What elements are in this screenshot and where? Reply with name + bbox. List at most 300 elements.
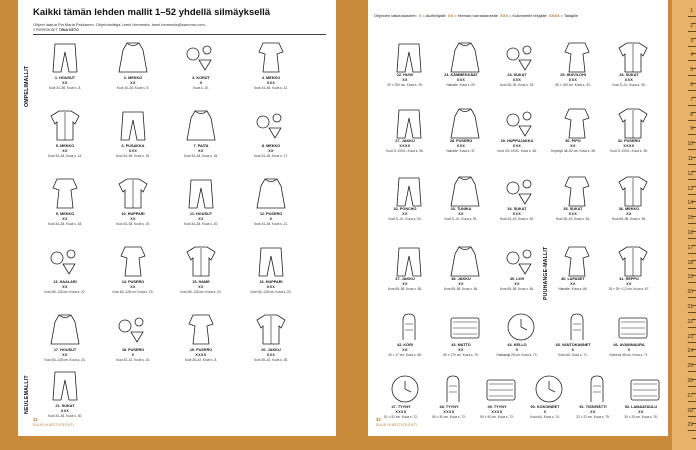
pattern-sizes: 20 × 200 cm. Kuva s. 29. (387, 83, 423, 87)
garment-sketch-icon (441, 106, 489, 140)
difficulty-level: X (571, 348, 575, 352)
pattern-item[interactable] (171, 108, 231, 172)
difficulty-level: XX (402, 348, 408, 352)
pattern-title: 17. HOUSUT (53, 348, 77, 352)
section-label-knitting: NEULEMALLIT (24, 375, 30, 414)
ruler-number: 22 (687, 318, 693, 325)
difficulty-level: XX (62, 81, 68, 85)
pattern-sizes: 30 × 25 cm. Kuva s. 76. (624, 415, 658, 419)
credit-prefix: // PIIRROKSET (33, 28, 58, 32)
pattern-title: 46. AVAINNAURA (613, 343, 645, 347)
pattern-sizes: Koot 34–54. Kuva s. 14. (47, 154, 83, 158)
pattern-title: 36. MEKKO (618, 207, 640, 211)
pattern-sizes: Koot 68–98. Kuva s. 65. (499, 287, 535, 291)
pattern-sizes: Korkeus 45 cm. Kuva s. 71. (609, 353, 649, 357)
pattern-item[interactable] (518, 372, 572, 426)
pattern-title: 34. SUKAT (507, 207, 527, 211)
garment-sketch-icon (553, 106, 601, 140)
pattern-sizes: Koot 34–54. Kuva s. 16. (183, 154, 219, 158)
pattern-title: 41. REPPU (619, 277, 639, 281)
pattern-item[interactable] (434, 106, 488, 160)
garment-sketch-icon (247, 244, 295, 278)
pattern-title: 42. KORI (397, 343, 413, 347)
garment-sketch-icon (41, 108, 89, 142)
pattern-title: 22. HUIVI (396, 73, 414, 77)
pattern-sizes: Koot S–XXXL. Kuva s. 36. (386, 149, 424, 153)
ruler-tick (688, 46, 696, 47)
difficulty-level: XX (268, 149, 274, 153)
pattern-item[interactable] (241, 244, 301, 308)
pattern-title: 2. MEKKO (123, 76, 143, 80)
garment-sketch-icon (109, 312, 157, 346)
pattern-title: 1. HOUSUT (54, 76, 76, 80)
difficulty-level: XXX (128, 149, 138, 153)
pattern-item[interactable] (434, 40, 488, 94)
title-divider (33, 34, 326, 35)
pattern-sizes: Koot 34–54. Kuva s. 18. (47, 222, 83, 226)
pattern-title: 44. KELLO (507, 343, 527, 347)
difficulty-level: XX (514, 282, 520, 286)
ruler-number: 11 (687, 156, 693, 162)
section-label-sewing: OMPELIMALLIT (24, 65, 30, 107)
difficulty-level: XX (62, 285, 68, 289)
ruler-number: 8 (690, 111, 693, 118)
pattern-item[interactable] (103, 108, 163, 172)
ruler-tick (688, 282, 696, 283)
pattern-title: 47. TYYNY (391, 405, 411, 409)
pattern-sizes: Koko A5. Kuva s. 71. (558, 353, 588, 357)
ruler-number: 25 (687, 363, 693, 370)
difficulty-level: XX (458, 212, 464, 216)
pattern-sizes: 69 × 170 cm. Kuva s. 70. (443, 353, 479, 357)
ruler-tick (688, 75, 696, 76)
pattern-item[interactable] (602, 106, 656, 160)
pattern-title: 49. TYYNY (487, 405, 507, 409)
pattern-item[interactable] (602, 174, 656, 228)
pattern-sizes: Koot S–XL. Kuva s. 35. (612, 83, 646, 87)
pattern-item[interactable] (378, 106, 432, 160)
ruler-number: 23 (687, 333, 693, 340)
pattern-title: 29. HUPPUJAKKU (500, 139, 534, 143)
pattern-title: 3. KORUT (192, 76, 210, 80)
ruler-number: 10 (687, 141, 693, 148)
pattern-item[interactable] (434, 174, 488, 228)
ruler-tick (688, 16, 696, 17)
ruler-number: 21 (687, 304, 693, 310)
ruler-number: 15 (687, 215, 693, 222)
difficulty-level: XXX (266, 353, 276, 357)
ruler-tick (688, 134, 696, 135)
difficulty-level: XXX (512, 144, 522, 148)
pattern-title: 15. HAME (192, 280, 210, 284)
pattern-item[interactable] (566, 372, 620, 426)
garment-sketch-icon (177, 108, 225, 142)
ruler-tick (688, 416, 696, 417)
garment-sketch-icon (247, 176, 295, 210)
difficulty-level: XX (402, 282, 408, 286)
pattern-sizes: Koot 30–42. Kuva s. 24. (115, 358, 151, 362)
page-number: 32 (33, 417, 38, 422)
garment-sketch-icon (553, 244, 601, 278)
pattern-item[interactable] (546, 244, 600, 298)
pattern-item[interactable] (546, 310, 600, 364)
pattern-item[interactable] (378, 174, 432, 228)
ruler-number: 13 (687, 185, 693, 192)
ruler-number: 26 (687, 378, 693, 384)
pattern-sizes: 22 × 22 cm. Kuva s. 75. (576, 415, 610, 419)
pattern-title: 13. HAALARI (53, 280, 77, 284)
garment-sketch-icon (41, 312, 89, 346)
garment-sketch-icon (497, 310, 545, 344)
garment-sketch-icon (177, 176, 225, 210)
pattern-title: 7. PAITA (193, 144, 209, 148)
difficulty-level: XX (130, 217, 136, 221)
pattern-item[interactable] (602, 310, 656, 364)
pattern-sizes: Koot 34–54. Kuva s. 21. (253, 222, 289, 226)
ruler-number: 4 (690, 52, 693, 59)
ruler-tick (688, 238, 696, 239)
ruler-tick (688, 164, 696, 165)
pattern-sizes: Ympärys 48–52 cm. Kuva s. 38. (550, 149, 596, 153)
garment-sketch-icon (385, 310, 433, 344)
ruler-tick (688, 208, 696, 209)
pattern-title: 26. SUKAT (619, 73, 639, 77)
ruler-tick (688, 105, 696, 106)
pattern-title: 9. MEKKO (55, 212, 75, 216)
garment-sketch-icon (609, 310, 657, 344)
difficulty-level: XX (198, 217, 204, 221)
ruler-tick (688, 120, 696, 121)
difficulty-level: XX (570, 282, 576, 286)
garment-sketch-icon (109, 176, 157, 210)
garment-sketch-icon (385, 244, 433, 278)
pattern-sizes: Koot 80–128 cm. Kuva s. 23. (112, 290, 154, 294)
difficulty-level: XX (130, 81, 136, 85)
measuring-ruler (672, 0, 696, 450)
difficulty-level: XX (402, 212, 408, 216)
pattern-sizes: Naiselle. Kuva s. 66. (558, 287, 588, 291)
pattern-sizes: Halkaisija 28 cm. Kuva s. 70. (496, 353, 538, 357)
pattern-item[interactable] (378, 310, 432, 364)
pattern-item[interactable] (470, 372, 524, 426)
ruler-number: 19 (687, 274, 693, 281)
pattern-item[interactable] (35, 108, 95, 172)
pattern-title: 30. PIPO (565, 139, 581, 143)
pattern-item[interactable] (35, 176, 95, 240)
pattern-item[interactable] (546, 106, 600, 160)
garment-sketch-icon (385, 40, 433, 74)
garment-sketch-icon (553, 310, 601, 344)
difficulty-level: XXX (512, 78, 522, 82)
legend-text-1: = Aloittelijalle (422, 13, 446, 18)
pattern-title: 23. KÄMMEKKÄAT (444, 73, 478, 77)
pattern-item[interactable] (614, 372, 668, 426)
legend-level-3: XXX (500, 13, 509, 18)
garment-sketch-icon (553, 174, 601, 208)
pattern-title: 33. TUNIKA (450, 207, 472, 211)
ruler-tick (688, 297, 696, 298)
pattern-sizes: Koot 34–54. Kuva s. 15. (115, 154, 151, 158)
pattern-item[interactable] (490, 174, 544, 228)
difficulty-level: XXX (568, 212, 578, 216)
pattern-item[interactable] (378, 40, 432, 94)
difficulty-level: XXXX (443, 410, 455, 414)
pattern-item[interactable] (490, 106, 544, 160)
ruler-number: 16 (687, 230, 693, 236)
pattern-sizes: Koot 68–98. Kuva s. 55. (387, 287, 423, 291)
pattern-item[interactable] (103, 312, 163, 376)
pattern-item[interactable] (434, 244, 488, 298)
pattern-title: 12. PUSERO (259, 212, 283, 216)
difficulty-level: XX (590, 410, 596, 414)
pattern-item[interactable] (422, 372, 476, 426)
ruler-number: 2 (690, 22, 693, 29)
difficulty-level: XXXX (195, 353, 207, 357)
pattern-title: 38. JAKKU (451, 277, 471, 281)
pattern-title: 10. HUPPARI (121, 212, 145, 216)
pattern-item[interactable] (103, 244, 163, 308)
pattern-item[interactable] (434, 310, 488, 364)
difficulty-level: XXXX (623, 144, 635, 148)
difficulty-level: XXX (266, 81, 276, 85)
legend-level-2: XX (447, 13, 454, 18)
pattern-sizes: 50 × 50 cm. Kuva s. 72. (480, 415, 514, 419)
ruler-tick (688, 268, 696, 269)
ruler-number: 20 (687, 289, 693, 296)
ruler-number: 14 (687, 200, 693, 207)
pattern-sizes: 30 × 17 cm. Kuva s. 68. (388, 353, 422, 357)
legend-level-4: XXXX (548, 13, 560, 18)
pattern-title: 6. PUSAKKA (121, 144, 145, 148)
ruler-tick (688, 430, 696, 431)
garment-sketch-icon (497, 244, 545, 278)
pattern-item[interactable] (35, 312, 95, 376)
difficulty-level: XX (62, 353, 68, 357)
legend-text-3: = Kokeneelle tekijälle (509, 13, 547, 18)
pattern-sizes: Koot S–XL. Kuva s. 51. (444, 217, 478, 221)
ruler-tick (688, 312, 696, 313)
pattern-item[interactable] (35, 244, 95, 308)
ruler-tick (688, 60, 696, 61)
garment-sketch-icon (109, 40, 157, 74)
ruler-tick (688, 401, 696, 402)
garment-sketch-icon (497, 174, 545, 208)
pattern-item[interactable] (241, 312, 301, 376)
difficulty-level: XX (198, 285, 204, 289)
difficulty-level: XX (62, 217, 68, 221)
page-number: 33 (376, 417, 381, 422)
pattern-item[interactable] (602, 244, 656, 298)
garment-sketch-icon (177, 244, 225, 278)
difficulty-level: X (269, 217, 273, 221)
magazine-footer: SUURI KÄSITYÖLEHTI (376, 423, 418, 427)
pattern-sizes: 25 × 29 × 12 cm. Kuva s. 67. (608, 287, 650, 291)
pattern-item[interactable] (35, 40, 95, 104)
legend-intro: Ohjeiden vaikeusasteet: (374, 13, 417, 18)
pattern-item[interactable] (241, 108, 301, 172)
difficulty-level: X (515, 348, 519, 352)
garment-sketch-icon (247, 312, 295, 346)
pattern-sizes: Koot 36–42. Kuva s. 28. (253, 358, 289, 362)
page-subtitle: Ohjeet laatua Pia Maria Pekkanen, Ohjetoimittaja Leeni Hemmela, leeni.hemmela@sanoma.com, (33, 22, 206, 27)
difficulty-level: X (199, 81, 203, 85)
difficulty-level: XX (198, 149, 204, 153)
legend-text-4: = Taitajille (560, 13, 579, 18)
ruler-tick (688, 179, 696, 180)
ruler-tick (688, 356, 696, 357)
section-label-crafts: PUUHANGE-MALLIT (543, 246, 549, 300)
ruler-number: 3 (690, 37, 693, 44)
ruler-number: 27 (687, 392, 693, 399)
ruler-number: 9 (690, 126, 693, 133)
pattern-item[interactable] (546, 40, 600, 94)
left-page (18, 0, 336, 436)
legend-level-1: X (418, 13, 422, 18)
difficulty-level: XX (458, 348, 464, 352)
pattern-item[interactable] (103, 176, 163, 240)
pattern-sizes: Koot XS–XXXL. Kuva s. 38. (497, 149, 537, 153)
ruler-tick (688, 342, 696, 343)
ruler-number: 7 (690, 96, 693, 103)
garment-sketch-icon (109, 244, 157, 278)
pattern-sizes: 51 × 51 cm. Kuva s. 72. (384, 415, 418, 419)
difficulty-level: XXX (456, 78, 466, 82)
difficulty-level: XX (402, 78, 408, 82)
pattern-sizes: Koot S–XXXL. Kuva s. 38. (610, 149, 648, 153)
difficulty-level: XX (570, 144, 576, 148)
difficulty-level: XXX (568, 78, 578, 82)
pattern-title: 21. SUKAT (55, 404, 75, 408)
garment-sketch-icon (441, 40, 489, 74)
garment-sketch-icon (609, 106, 657, 140)
difficulty-level: XX (458, 282, 464, 286)
pattern-sizes: 55 × 190 cm. Kuva s. 33. (555, 83, 591, 87)
pattern-item[interactable] (171, 312, 231, 376)
pattern-item[interactable] (546, 174, 600, 228)
pattern-title: 16. HUPPARI (259, 280, 283, 284)
garment-sketch-icon (497, 40, 545, 74)
difficulty-level: XXXX (395, 410, 407, 414)
garment-sketch-icon (441, 310, 489, 344)
ruler-number: 1 (690, 8, 693, 14)
garment-sketch-icon (41, 244, 89, 278)
ruler-number: 6 (690, 82, 693, 88)
pattern-title: 45. VANTOKANNET (555, 343, 591, 347)
pattern-sizes: Koot 36–42. Kuva s. 8. (184, 358, 218, 362)
garment-sketch-icon (621, 372, 669, 406)
pattern-item[interactable] (103, 40, 163, 104)
pattern-item[interactable] (490, 40, 544, 94)
difficulty-level: XXX (512, 212, 522, 216)
pattern-sizes: Koot 34–54. Kuva s. 19. (115, 222, 151, 226)
ruler-tick (688, 149, 696, 150)
difficulty-level: XXX (60, 409, 70, 413)
difficulty-level: XX (626, 212, 632, 216)
pattern-sizes: Kuva s. 10. (193, 86, 209, 90)
garment-sketch-icon (385, 174, 433, 208)
ruler-number: 18 (687, 259, 693, 266)
pattern-sizes: Koot 34–54. Kuva s. 12. (253, 86, 289, 90)
pattern-sizes: Koot 34–43. Kuva s. 52. (499, 217, 535, 221)
ruler-tick (688, 194, 696, 195)
difficulty-level: XXXX (399, 144, 411, 148)
pattern-title: 48. TYYNY (439, 405, 459, 409)
ruler-tick (692, 438, 696, 439)
pattern-sizes: Koot 68–98. Kuva s. 56. (443, 287, 479, 291)
ruler-tick (688, 253, 696, 254)
pattern-title: 31. PUSERO (617, 139, 641, 143)
garment-sketch-icon (441, 244, 489, 278)
ruler-number: 24 (687, 348, 693, 355)
difficulty-level: XXX (456, 144, 466, 148)
garment-sketch-icon (247, 108, 295, 142)
illustration-credit (33, 28, 79, 32)
garment-sketch-icon (247, 40, 295, 74)
pattern-sizes: Naiselle. Kuva s. 37. (446, 149, 476, 153)
pattern-sizes: Koot S–XL. Kuva s. 50. (388, 217, 422, 221)
pattern-title: 40. LAPASET (561, 277, 585, 281)
pattern-title: 24. SUKAT (507, 73, 527, 77)
pattern-item[interactable] (241, 40, 301, 104)
garment-sketch-icon (609, 244, 657, 278)
difficulty-level: XX (130, 285, 136, 289)
pattern-sizes: Koot 34–56. Kuva s. 8. (48, 86, 82, 90)
pattern-item[interactable] (602, 40, 656, 94)
pattern-title: 32. PONCHO (393, 207, 417, 211)
difficulty-level: XXX (266, 285, 276, 289)
ruler-tick (688, 90, 696, 91)
pattern-sizes: Koot 80–128 cm. Kuva s. 23. (44, 358, 86, 362)
garment-sketch-icon (385, 106, 433, 140)
pattern-item[interactable] (378, 244, 432, 298)
pattern-title: 37. JAKKU (395, 277, 415, 281)
garment-sketch-icon (177, 312, 225, 346)
pattern-title: 43. MATTO (451, 343, 471, 347)
garment-sketch-icon (177, 40, 225, 74)
pattern-title: 5. MEKKO (55, 144, 75, 148)
right-page (368, 0, 668, 436)
pattern-item[interactable] (171, 40, 231, 104)
pattern-sizes: Naiselle. Kuva s. 29. (446, 83, 476, 87)
pattern-item[interactable] (241, 176, 301, 240)
pattern-item[interactable] (490, 310, 544, 364)
pattern-sizes: Koot 68–98. Kuva s. 55. (611, 217, 647, 221)
pattern-sizes: Koot 34–54. Kuva s. 9. (116, 86, 150, 90)
pattern-sizes: Koot 34–54. Kuva s. 20. (183, 222, 219, 226)
ruler-tick (688, 371, 696, 372)
pattern-title: 51. TISKIRÄTTI (579, 405, 607, 409)
pattern-sizes: Koot 34–54. Kuva s. 17. (253, 154, 289, 158)
ruler-number: 5 (690, 67, 693, 74)
pattern-title: 8. MEKKO (261, 144, 281, 148)
legend-text-2: = Hieman harrastaneelle (454, 13, 498, 18)
pattern-item[interactable] (171, 176, 231, 240)
garment-sketch-icon (553, 40, 601, 74)
garment-sketch-icon (441, 174, 489, 208)
difficulty-level: XX (626, 282, 632, 286)
pattern-sizes: Koot 38–39. Kuva s. 33. (499, 83, 535, 87)
garment-sketch-icon (41, 40, 89, 74)
pattern-item[interactable] (171, 244, 231, 308)
ruler-number: 29 (687, 422, 693, 429)
difficulty-legend (374, 13, 578, 18)
garment-sketch-icon (497, 106, 545, 140)
pattern-item[interactable] (490, 244, 544, 298)
pattern-item[interactable] (374, 372, 428, 426)
ruler-tick (688, 327, 696, 328)
garment-sketch-icon (109, 108, 157, 142)
ruler-tick (688, 223, 696, 224)
